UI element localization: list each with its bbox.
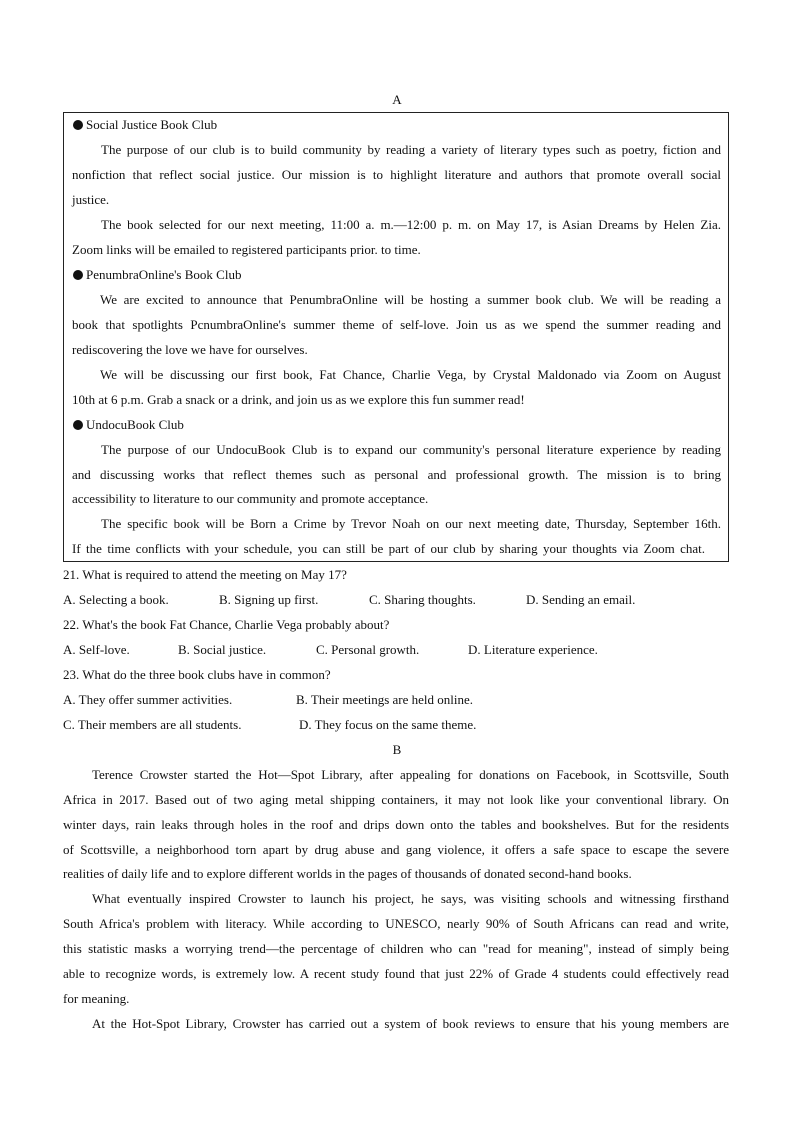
q22-option-b: B. Social justice. xyxy=(178,642,267,657)
passage-b-line-9: able to recognize words, is extremely low. A recent study found that just 22% of Grade 4 students could effectively read xyxy=(63,966,729,981)
passage-b-line-7: South Africa's problem with literacy. While according to UNESCO, nearly 90% of South Africans can read and write, xyxy=(63,916,729,931)
club-2-line-5: 10th at 6 p.m. Grab a snack or a drink, and join us as we explore this fun summer read! xyxy=(72,392,525,407)
q23-option-d: D. They focus on the same theme. xyxy=(299,717,477,732)
club-2-line-4: We will be discussing our first book, Fat Chance, Charlie Vega, by Crystal Maldonado via Zoom on August xyxy=(100,367,721,382)
q22-option-a: A. Self-love. xyxy=(63,642,130,657)
question-23-stem: 23. What do the three book clubs have in common? xyxy=(63,667,331,682)
q21-option-b: B. Signing up first. xyxy=(219,592,319,607)
club-1-line-4: The book selected for our next meeting, 11:00 a. m.—12:00 p. m. on May 17, is Asian Dreams by Helen Zia. xyxy=(101,217,721,232)
q23-option-b: B. Their meetings are held online. xyxy=(296,692,474,707)
club-2-line-3: rediscovering the love we have for ourselves. xyxy=(72,342,308,357)
passage-b-line-4: of Scottsville, a neighborhood torn apart by drug abuse and gang violence, it offers a safe space to escape the severe xyxy=(63,842,729,857)
section-b-letter: B xyxy=(392,742,402,757)
club-1-line-3: justice. xyxy=(72,192,110,207)
passage-b-line-1: Terence Crowster started the Hot—Spot Library, after appealing for donations on Facebook, in Scottsville, South xyxy=(92,767,729,782)
question-21-stem: 21. What is required to attend the meeting on May 17? xyxy=(63,567,347,582)
club-2-title: PenumbraOnline's Book Club xyxy=(86,267,242,282)
q21-option-a: A. Selecting a book. xyxy=(63,592,169,607)
club-2-heading xyxy=(73,267,241,283)
passage-b-line-2: Africa in 2017. Based out of two aging metal shipping containers, it may not look like your conventional library. On xyxy=(63,792,729,807)
bullet-icon xyxy=(73,420,83,430)
passage-b-line-8: this statistic masks a worrying trend—the percentage of children who can "read for meaning", instead of simply being xyxy=(63,941,729,956)
passage-b-line-10: for meaning. xyxy=(63,991,130,1006)
club-3-line-4: The specific book will be Born a Crime by Trevor Noah on our next meeting date, Thursday, September 16th. xyxy=(101,516,721,531)
bullet-icon xyxy=(73,270,83,280)
q23-option-a: A. They offer summer activities. xyxy=(63,692,233,707)
section-a-letter: A xyxy=(392,92,402,107)
club-1-line-1: The purpose of our club is to build community by reading a variety of literary types such as poetry, fiction and xyxy=(101,142,721,157)
passage-b-line-5: realities of daily life and to explore different worlds in the pages of thousands of donated second-hand books. xyxy=(63,866,632,881)
club-3-line-2: and discussing works that reflect themes such as personal and professional growth. The mission is to bring xyxy=(72,467,721,482)
question-22-stem: 22. What's the book Fat Chance, Charlie Vega probably about? xyxy=(63,617,390,632)
club-3-heading xyxy=(73,417,184,433)
club-3-title: UndocuBook Club xyxy=(86,417,184,432)
q22-option-c: C. Personal growth. xyxy=(316,642,420,657)
club-3-line-3: accessibility to literature to our community and promote acceptance. xyxy=(72,491,429,506)
club-1-heading xyxy=(73,117,217,133)
bullet-icon xyxy=(73,120,83,130)
q21-option-d: D. Sending an email. xyxy=(526,592,636,607)
q22-option-d: D. Literature experience. xyxy=(468,642,598,657)
club-3-line-5: If the time conflicts with your schedule, you can still be part of our club by sharing your thoughts via Zoom chat. xyxy=(72,541,705,556)
q21-option-c: C. Sharing thoughts. xyxy=(369,592,476,607)
club-3-line-1: The purpose of our UndocuBook Club is to expand our community's personal literature experience by reading xyxy=(101,442,721,457)
passage-b-line-6: What eventually inspired Crowster to launch his project, he says, was visiting schools and witnessing firsthand xyxy=(92,891,729,906)
passage-b-line-3: winter days, rain leaks through holes in the roof and drips down onto the tables and bookshelves. But for the residents xyxy=(63,817,729,832)
club-2-line-1: We are excited to announce that PenumbraOnline will be hosting a summer book club. We will be reading a xyxy=(100,292,721,307)
club-1-line-5: Zoom links will be emailed to registered participants prior. to time. xyxy=(72,242,421,257)
club-1-line-2: nonfiction that reflect social justice. Our mission is to highlight literature and authors that promote overall social xyxy=(72,167,721,182)
club-2-line-2: book that spotlights PcnumbraOnline's summer theme of self-love. Join us as we spend the summer reading and xyxy=(72,317,721,332)
q23-option-c: C. Their members are all students. xyxy=(63,717,242,732)
club-1-title: Social Justice Book Club xyxy=(86,117,218,132)
passage-b-line-11: At the Hot-Spot Library, Crowster has carried out a system of book reviews to ensure that his young members are xyxy=(92,1016,729,1031)
